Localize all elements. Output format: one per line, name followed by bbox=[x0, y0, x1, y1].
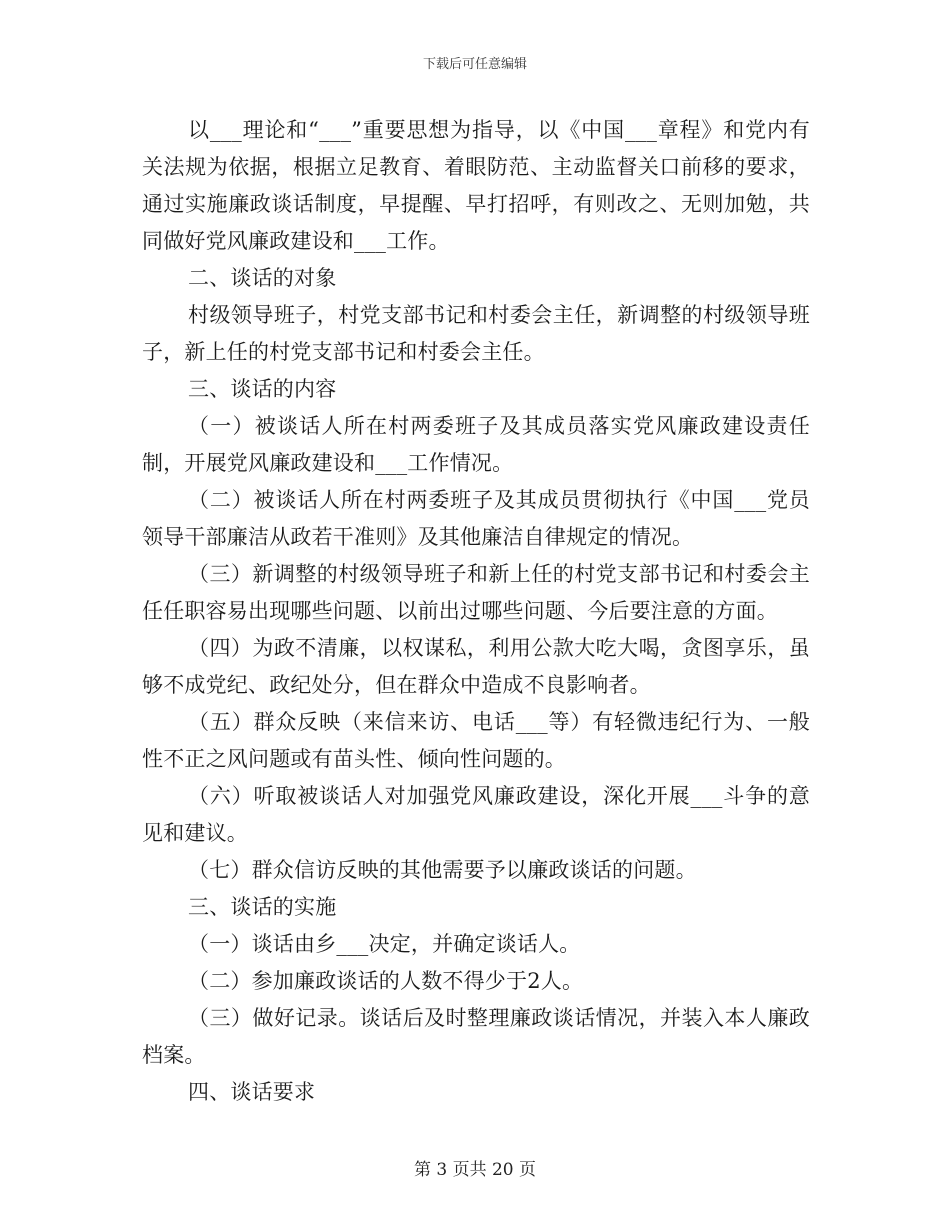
page-number: 第 3 页共 20 页 bbox=[413, 1160, 537, 1180]
implementation-item-3: （三）做好记录。谈话后及时整理廉政谈话情况，并装入本人廉政档案。 bbox=[142, 1006, 810, 1067]
content-item-4: （四）为政不清廉，以权谋私，利用公款大吃大喝，贪图享乐，虽够不成党纪、政纪处分，但在群众中造成不良影响者。 bbox=[142, 636, 810, 697]
content-item-6: （六）听取被谈话人对加强党风廉政建设，深化开展___斗争的意见和建议。 bbox=[142, 784, 810, 845]
intro-paragraph: 以___理论和“___”重要思想为指导，以《中国___章程》和党内有关法规为依据，根据立足教育、着眼防范、主动监督关口前移的要求，通过实施廉政谈话制度，早提醒、早打招呼，有则改之、无则加勉，共同做好党风廉政建设和___工作。 bbox=[142, 118, 810, 253]
content-item-5: （五）群众反映（来信来访、电话___等）有轻微违纪行为、一般性不正之风问题或有苗头性、倾向性问题的。 bbox=[142, 710, 810, 771]
content-item-7: （七）群众信访反映的其他需要予以廉政谈话的问题。 bbox=[188, 858, 697, 882]
section-heading-implementation: 三、谈话的实施 bbox=[188, 895, 337, 919]
section-heading-content: 三、谈话的内容 bbox=[188, 377, 337, 401]
content-item-3: （三）新调整的村级领导班子和新上任的村党支部书记和村委会主任任职容易出现哪些问题、以前出过哪些问题、今后要注意的方面。 bbox=[142, 562, 810, 623]
section-heading-targets: 二、谈话的对象 bbox=[188, 266, 337, 290]
implementation-item-1: （一）谈话由乡___决定，并确定谈话人。 bbox=[188, 932, 581, 956]
section-heading-requirements: 四、谈话要求 bbox=[188, 1080, 316, 1104]
page-header: 下载后可任意编辑 bbox=[422, 57, 527, 72]
implementation-item-2: （二）参加廉政谈话的人数不得少于2人。 bbox=[188, 969, 584, 993]
document-body bbox=[142, 112, 810, 1111]
targets-paragraph: 村级领导班子，村党支部书记和村委会主任，新调整的村级领导班子，新上任的村党支部书记和村委会主任。 bbox=[142, 303, 810, 364]
content-item-2: （二）被谈话人所在村两委班子及其成员贯彻执行《中国___党员领导干部廉洁从政若干准则》及其他廉洁自律规定的情况。 bbox=[142, 488, 810, 549]
content-item-1: （一）被谈话人所在村两委班子及其成员落实党风廉政建设责任制，开展党风廉政建设和___工作情况。 bbox=[142, 414, 810, 475]
